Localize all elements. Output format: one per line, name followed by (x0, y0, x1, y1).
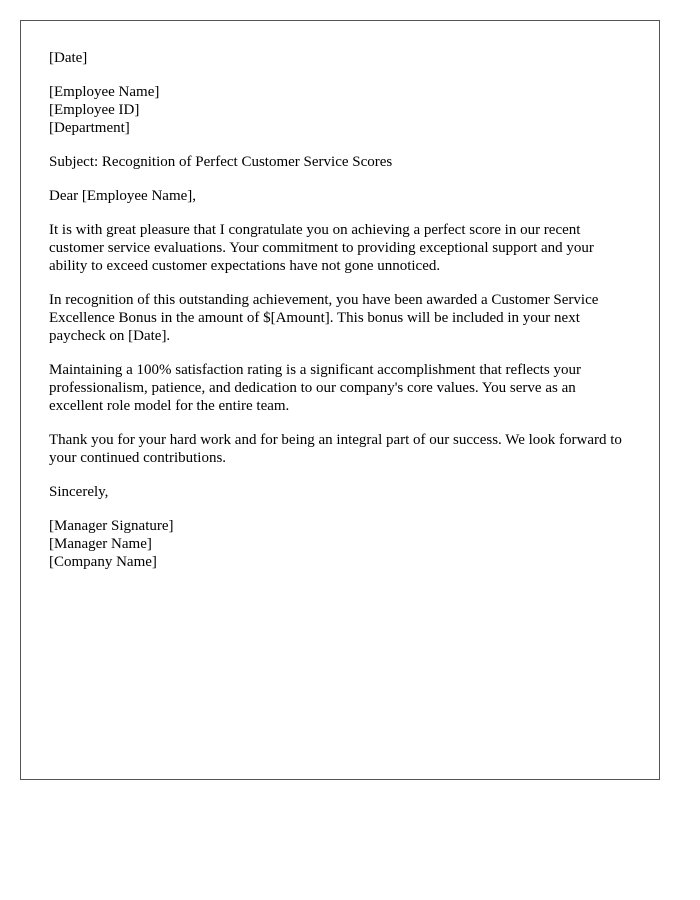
body-paragraph-1: It is with great pleasure that I congratulate you on achieving a perfect score in our recent customer service evaluations. Your commitment to providing exceptional support and your ability to exceed customer expectations have not gone unnoticed. (49, 222, 594, 274)
signature-block (49, 517, 631, 571)
salutation-line (49, 187, 631, 205)
letter-closing: Sincerely, (49, 484, 109, 500)
letter-page (20, 20, 660, 780)
body-paragraph-2: In recognition of this outstanding achievement, you have been awarded a Customer Service Excellence Bonus in the amount of $[Amount]. This bonus will be included in your next paycheck on [Date]. (49, 292, 599, 344)
body-paragraph-4: Thank you for your hard work and for being an integral part of our success. We look forward to your continued contributions. (49, 432, 622, 466)
recipient-id: [Employee ID] (49, 102, 140, 118)
subject-line (49, 153, 631, 171)
recipient-department: [Department] (49, 120, 130, 136)
date-line (49, 49, 631, 67)
manager-signature: [Manager Signature] (49, 518, 174, 534)
letter-subject: Subject: Recognition of Perfect Customer Service Scores (49, 154, 393, 170)
letter-salutation: Dear [Employee Name], (49, 188, 197, 204)
letter-date: [Date] (49, 50, 88, 66)
recipient-name: [Employee Name] (49, 84, 160, 100)
recipient-block (49, 83, 631, 137)
body-paragraph-3: Maintaining a 100% satisfaction rating is a significant accomplishment that reflects your professionalism, patience, and dedication to our company's core values. You serve as an excellent role model for the entire team. (49, 362, 581, 414)
company-name: [Company Name] (49, 554, 157, 570)
manager-name: [Manager Name] (49, 536, 152, 552)
closing-line (49, 483, 631, 501)
